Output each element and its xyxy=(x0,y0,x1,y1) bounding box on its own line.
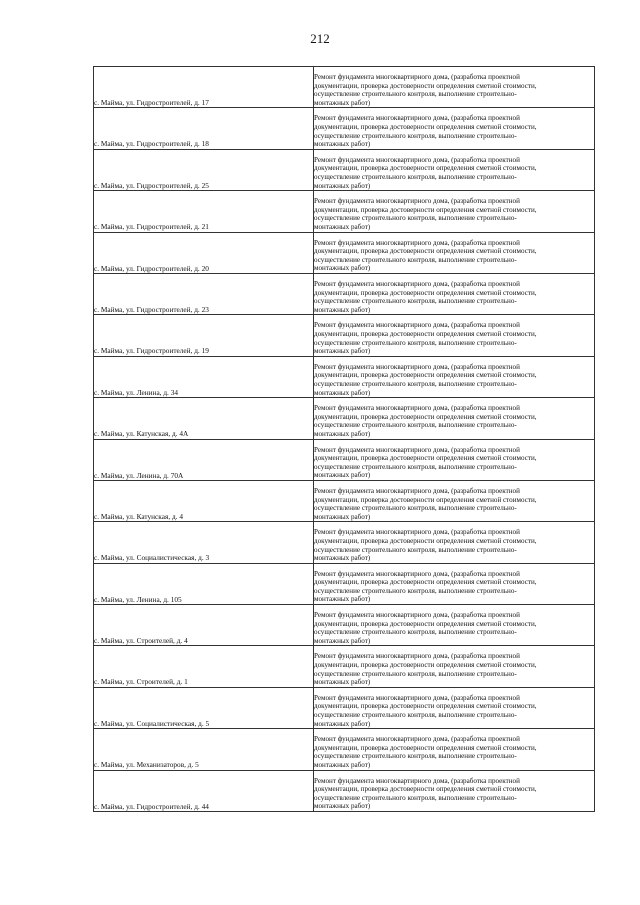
address-cell: с. Майма, ул. Ленина, д. 34 xyxy=(94,356,314,397)
address-cell: с. Майма, ул. Гидростроителей, д. 23 xyxy=(94,273,314,314)
work-description-line: Ремонт фундамента многоквартирного дома, (разработка проектной xyxy=(314,197,520,206)
work-description-line: документации, проверка достоверности определения сметной стоимости, xyxy=(314,495,537,504)
work-description-line: монтажных работ) xyxy=(314,595,371,604)
work-description-line: документации, проверка достоверности определения сметной стоимости, xyxy=(314,164,537,173)
work-description-line: осуществление строительного контроля, выполнение строительно- xyxy=(314,255,517,264)
work-description-line: Ремонт фундамента многоквартирного дома, (разработка проектной xyxy=(314,279,520,288)
work-description-line: Ремонт фундамента многоквартирного дома, (разработка проектной xyxy=(314,652,520,661)
work-description-line: монтажных работ) xyxy=(314,554,371,563)
work-description-line: документации, проверка достоверности определения сметной стоимости, xyxy=(314,123,537,131)
table-row xyxy=(94,522,595,563)
address-cell: с. Майма, ул. Строителей, д. 1 xyxy=(94,646,314,687)
work-description-line: осуществление строительного контроля, выполнение строительно- xyxy=(314,297,517,306)
work-description-line: монтажных работ) xyxy=(314,429,371,438)
page-number: 212 xyxy=(310,31,330,46)
work-description-line: монтажных работ) xyxy=(314,222,371,231)
work-description-line: документации, проверка достоверности определения сметной стоимости, xyxy=(314,536,537,545)
work-description-cell xyxy=(314,273,595,314)
work-description-line: монтажных работ) xyxy=(314,388,371,397)
work-description-cell xyxy=(314,398,595,439)
work-description-cell xyxy=(314,729,595,770)
work-description-line: осуществление строительного контроля, выполнение строительно- xyxy=(314,793,517,802)
work-description-line: монтажных работ) xyxy=(314,512,371,521)
work-description-line: документации, проверка достоверности определения сметной стоимости, xyxy=(314,619,537,628)
address-cell: с. Майма, ул. Гидростроителей, д. 21 xyxy=(94,191,314,232)
work-description-line: осуществление строительного контроля, выполнение строительно- xyxy=(314,586,517,595)
address-cell: с. Майма, ул. Ленина, д. 70А xyxy=(94,439,314,480)
work-description-line: осуществление строительного контроля, выполнение строительно- xyxy=(314,711,517,720)
work-description-line: Ремонт фундамента многоквартирного дома, (разработка проектной xyxy=(314,693,520,702)
table-row xyxy=(94,149,595,190)
work-description-line: Ремонт фундамента многоквартирного дома, (разработка проектной xyxy=(314,776,520,785)
table-row xyxy=(94,315,595,356)
work-description-line: Ремонт фундамента многоквартирного дома, (разработка проектной xyxy=(314,611,520,620)
address-cell: с. Майма, ул. Гидростроителей, д. 19 xyxy=(94,315,314,356)
work-description-line: монтажных работ) xyxy=(314,98,371,107)
work-description-line: осуществление строительного контроля, выполнение строительно- xyxy=(314,752,517,761)
table-row xyxy=(94,729,595,770)
work-description-line: документации, проверка достоверности определения сметной стоимости, xyxy=(314,661,537,670)
table-row xyxy=(94,108,595,149)
work-description-line: осуществление строительного контроля, выполнение строительно- xyxy=(314,462,517,471)
table-row xyxy=(94,770,595,811)
table-row xyxy=(94,439,595,480)
work-description-line: осуществление строительного контроля, выполнение строительно- xyxy=(314,172,517,181)
table-row xyxy=(94,605,595,646)
work-description-line: монтажных работ) xyxy=(314,471,371,480)
work-description-line: монтажных работ) xyxy=(314,181,371,190)
work-description-line: документации, проверка достоверности определения сметной стоимости, xyxy=(314,412,537,421)
work-description-line: документации, проверка достоверности определения сметной стоимости, xyxy=(314,785,537,794)
work-description-line: Ремонт фундамента многоквартирного дома, (разработка проектной xyxy=(314,735,520,744)
work-description-cell xyxy=(314,770,595,811)
address-cell: с. Майма, ул. Социалистическая, д. 3 xyxy=(94,522,314,563)
work-description-cell xyxy=(314,605,595,646)
work-description-line: монтажных работ) xyxy=(314,140,371,149)
work-description-line: монтажных работ) xyxy=(314,761,371,770)
work-description-line: документации, проверка достоверности определения сметной стоимости, xyxy=(314,247,537,256)
address-cell: с. Майма, ул. Социалистическая, д. 5 xyxy=(94,687,314,728)
table-row xyxy=(94,273,595,314)
work-description-line: Ремонт фундамента многоквартирного дома, (разработка проектной xyxy=(314,114,520,123)
work-description-line: монтажных работ) xyxy=(314,347,371,356)
work-description-line: осуществление строительного контроля, выполнение строительно- xyxy=(314,669,517,678)
table-row xyxy=(94,398,595,439)
work-description-cell xyxy=(314,149,595,190)
work-description-line: осуществление строительного контроля, выполнение строительно- xyxy=(314,131,517,140)
work-description-line: монтажных работ) xyxy=(314,305,371,314)
work-description-cell xyxy=(314,522,595,563)
work-description-line: Ремонт фундамента многоквартирного дома, (разработка проектной xyxy=(314,486,520,495)
work-description-line: Ремонт фундамента многоквартирного дома, (разработка проектной xyxy=(314,238,520,247)
table-row xyxy=(94,67,595,108)
work-description-line: осуществление строительного контроля, выполнение строительно- xyxy=(314,421,517,430)
work-description-line: Ремонт фундамента многоквартирного дома, (разработка проектной xyxy=(314,404,520,413)
work-description-cell xyxy=(314,646,595,687)
work-description-line: осуществление строительного контроля, выполнение строительно- xyxy=(314,90,517,99)
work-description-line: Ремонт фундамента многоквартирного дома, (разработка проектной xyxy=(314,445,520,454)
work-description-cell xyxy=(314,563,595,604)
work-description-line: Ремонт фундамента многоквартирного дома, (разработка проектной xyxy=(314,528,520,537)
works-table xyxy=(93,66,595,812)
work-description-line: осуществление строительного контроля, выполнение строительно- xyxy=(314,379,517,388)
work-description-line: осуществление строительного контроля, выполнение строительно- xyxy=(314,628,517,637)
address-cell: с. Майма, ул. Строителей, д. 4 xyxy=(94,605,314,646)
work-description-line: документации, проверка достоверности определения сметной стоимости, xyxy=(314,329,537,338)
work-description-line: документации, проверка достоверности определения сметной стоимости, xyxy=(314,702,537,711)
table-row xyxy=(94,687,595,728)
work-description-line: монтажных работ) xyxy=(314,802,371,811)
address-cell: с. Майма, ул. Гидростроителей, д. 44 xyxy=(94,770,314,811)
work-description-cell xyxy=(314,687,595,728)
work-description-cell xyxy=(314,315,595,356)
work-description-line: Ремонт фундамента многоквартирного дома, (разработка проектной xyxy=(314,569,520,578)
work-description-line: документации, проверка достоверности определения сметной стоимости, xyxy=(314,205,537,214)
work-description-line: документации, проверка достоверности определения сметной стоимости, xyxy=(314,578,537,587)
work-description-cell xyxy=(314,191,595,232)
address-cell: с. Майма, ул. Ленина, д. 105 xyxy=(94,563,314,604)
work-description-cell xyxy=(314,232,595,273)
work-description-line: монтажных работ) xyxy=(314,636,371,645)
work-description-line: Ремонт фундамента многоквартирного дома, (разработка проектной xyxy=(314,155,520,164)
work-description-line: документации, проверка достоверности определения сметной стоимости, xyxy=(314,81,537,90)
work-description-line: документации, проверка достоверности определения сметной стоимости, xyxy=(314,288,537,297)
work-description-cell xyxy=(314,480,595,521)
work-description-cell xyxy=(314,356,595,397)
address-cell: с. Майма, ул. Гидростроителей, д. 18 xyxy=(94,108,314,149)
address-cell: с. Майма, ул. Катунская, д. 4 xyxy=(94,480,314,521)
work-description-line: осуществление строительного контроля, выполнение строительно- xyxy=(314,504,517,513)
work-description-line: документации, проверка достоверности определения сметной стоимости, xyxy=(314,454,537,463)
table-row xyxy=(94,356,595,397)
work-description-line: Ремонт фундамента многоквартирного дома, (разработка проектной xyxy=(314,362,520,371)
address-cell: с. Майма, ул. Гидростроителей, д. 17 xyxy=(94,67,314,108)
table-row xyxy=(94,646,595,687)
work-description-cell xyxy=(314,439,595,480)
table-row xyxy=(94,480,595,521)
work-description-cell xyxy=(314,108,595,149)
work-description-line: осуществление строительного контроля, выполнение строительно- xyxy=(314,338,517,347)
work-description-line: монтажных работ) xyxy=(314,264,371,273)
table-row xyxy=(94,191,595,232)
work-description-line: Ремонт фундамента многоквартирного дома, (разработка проектной xyxy=(314,73,520,82)
work-description-cell xyxy=(314,67,595,108)
work-description-line: осуществление строительного контроля, выполнение строительно- xyxy=(314,214,517,223)
work-description-line: Ремонт фундамента многоквартирного дома, (разработка проектной xyxy=(314,321,520,330)
table-row xyxy=(94,563,595,604)
work-description-line: документации, проверка достоверности определения сметной стоимости, xyxy=(314,743,537,752)
address-cell: с. Майма, ул. Катунская, д. 4А xyxy=(94,398,314,439)
work-description-line: монтажных работ) xyxy=(314,719,371,728)
address-cell: с. Майма, ул. Гидростроителей, д. 25 xyxy=(94,149,314,190)
address-cell: с. Майма, ул. Механизаторов, д. 5 xyxy=(94,729,314,770)
address-cell: с. Майма, ул. Гидростроителей, д. 20 xyxy=(94,232,314,273)
works-table-body xyxy=(94,67,595,812)
table-row xyxy=(94,232,595,273)
work-description-line: документации, проверка достоверности определения сметной стоимости, xyxy=(314,371,537,380)
work-description-line: осуществление строительного контроля, выполнение строительно- xyxy=(314,545,517,554)
work-description-line: монтажных работ) xyxy=(314,678,371,687)
